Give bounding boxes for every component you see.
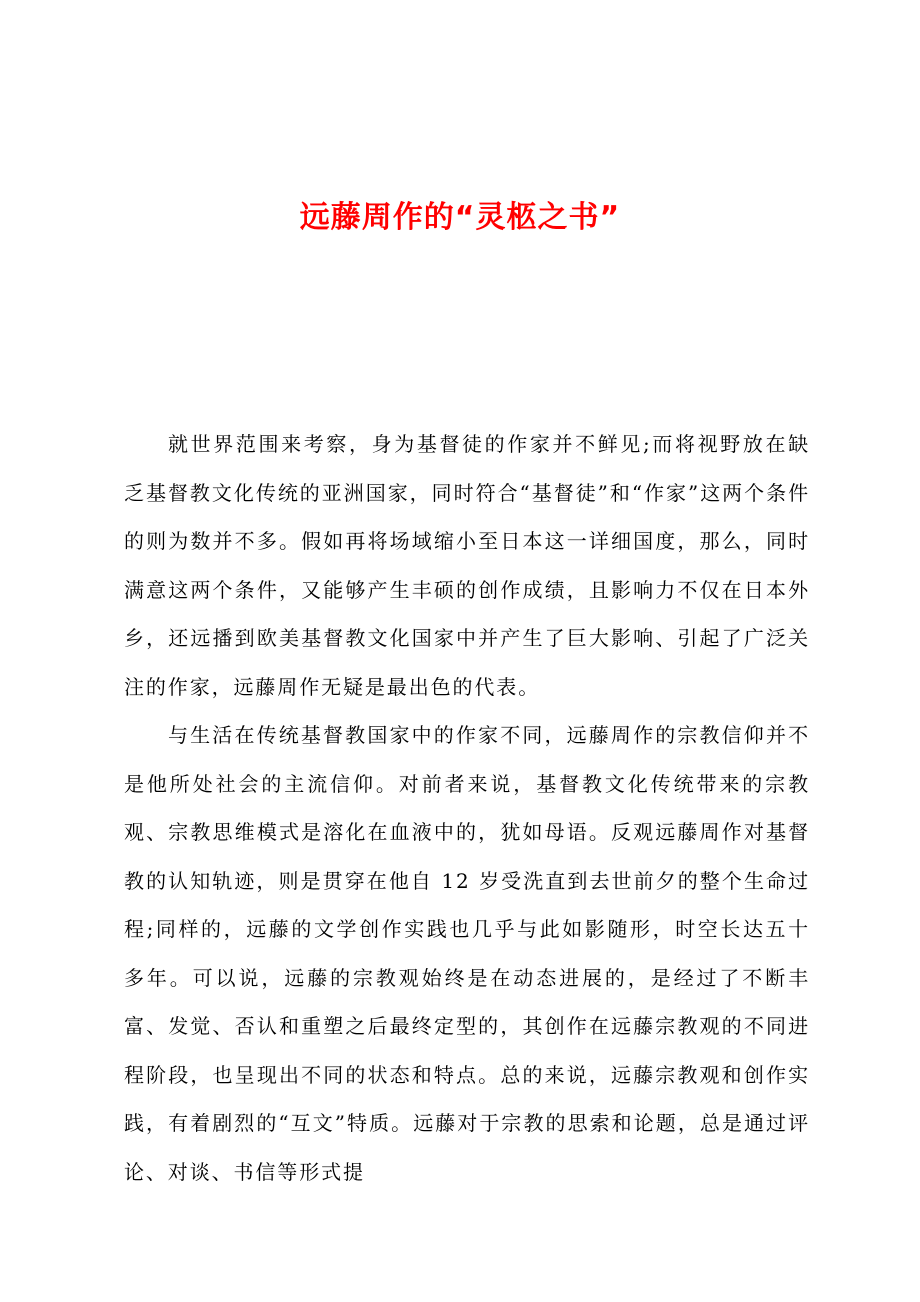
paragraph-2: 与生活在传统基督教国家中的作家不同，远藤周作的宗教信仰并不是他所处社会的主流信仰。对前者来说，基督教文化传统带来的宗教观、宗教思维模式是溶化在血液中的，犹如母语。反观远藤周作对基督教的认知轨迹，则是贯穿在他自 12 岁受洗直到去世前夕的整个生命过程;同样的，远藤的文学创作实践也几乎与此如影随形，时空长达五十多年。可以说，远藤的宗教观始终是在动态进展的，是经过了不断丰富、发觉、否认和重塑之后最终定型的，其创作在远藤宗教观的不同进程阶段，也呈现出不同的状态和特点。总的来说，远藤宗教观和创作实践，有着剧烈的“互文”特质。远藤对于宗教的思索和论题，总是通过评论、对谈、书信等形式提 — [124, 723, 810, 1184]
document-title: 远藤周作的“灵柩之书” — [299, 200, 621, 235]
document-body — [124, 420, 810, 1196]
paragraph-1: 就世界范围来考察，身为基督徒的作家并不鲜见;而将视野放在缺乏基督教文化传统的亚洲国家，同时符合“基督徒”和“作家”这两个条件的则为数并不多。假如再将场域缩小至日本这一详细国度，那么，同时满意这两个条件，又能够产生丰硕的创作成绩，且影响力不仅在日本外乡，还远播到欧美基督教文化国家中并产生了巨大影响、引起了广泛关注的作家，远藤周作无疑是最出色的代表。 — [124, 432, 810, 699]
